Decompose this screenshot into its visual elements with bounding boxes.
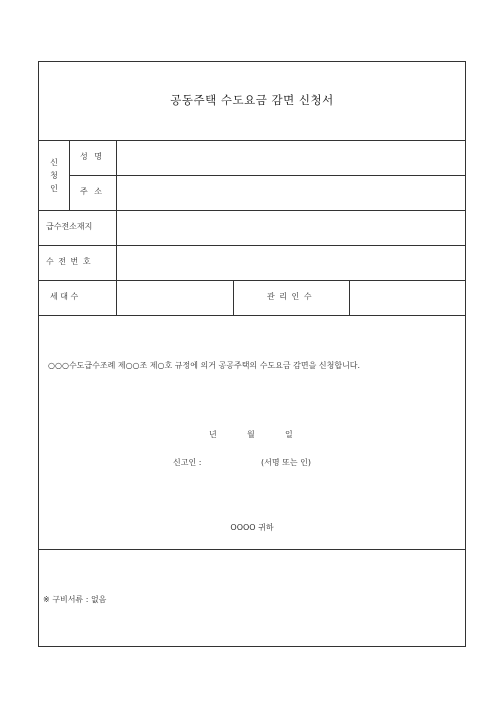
signature-note: (서명 또는 인) [261,458,311,467]
date-month-label: 월 [247,430,255,439]
name-label: 성 명 [80,152,104,161]
managers-label: 관 리 인 수 [267,292,313,301]
supply-address-label: 급수전소재지 [46,222,93,231]
application-form [38,61,466,647]
row-divider [39,210,465,211]
form-title: 공동주택 수도요금 감면 신청서 [170,93,334,107]
row-divider [69,175,465,176]
date-year-label: 년 [209,430,217,439]
applicant-label: 신청인 [50,157,58,193]
row-divider [39,280,465,281]
column-divider [349,280,350,315]
attachments-note: ※ 구비서류 : 없음 [43,595,107,604]
households-label: 세 대 수 [50,292,79,301]
column-divider [116,140,117,315]
row-divider [39,549,465,550]
meter-number-label: 수 전 번 호 [46,257,92,266]
date-day-label: 일 [285,430,293,439]
address-label: 주 소 [80,187,104,196]
reporter-label: 신고인 : [173,458,202,467]
column-divider [233,280,234,315]
column-divider [69,140,70,210]
row-divider [39,315,465,316]
statement-text: ○○○수도급수조례 제○○조 제○호 규정에 의거 공공주택의 수도요금 감면을 신청합니다. [48,361,361,370]
row-divider [39,140,465,141]
addressee: OOOO 귀하 [230,523,274,532]
row-divider [39,245,465,246]
